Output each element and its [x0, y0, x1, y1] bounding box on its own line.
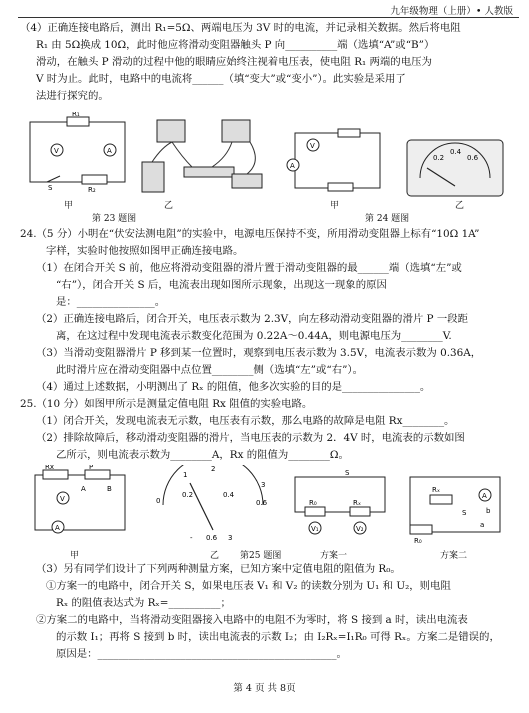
q24-line-8: （3）当滑动变阻器滑片 P 移到某一位置时，观察到电压表示数为 3.5V，电流表示数为 0.36A，	[36, 347, 482, 359]
q24-line-7: 离，在这过程中发现电流表示数变化范围为 0.22A～0.44A，则电源电压为________V.	[56, 330, 452, 342]
fig24-v-label: V	[310, 142, 315, 150]
q25-line-1: 25.（10 分）如图甲所示是测量定值电阻 Rx 阻值的实验电路。	[20, 398, 313, 410]
fig25-circuit-jia	[25, 465, 135, 540]
q25-line-2: （1）闭合开关，发现电流表无示数，电压表有示数，那么电路的故障是电阻 Rx________。	[36, 415, 455, 427]
fig25-scheme-two	[400, 465, 510, 545]
fig25-s1-label: S	[345, 469, 350, 477]
fig23-caption: 第 23 题图	[92, 214, 137, 224]
fig24-tick-1: 0.2	[433, 154, 445, 162]
fig25-terminal-minus: -	[190, 534, 193, 542]
q24-line-1: 24.（5 分）小明在“伏安法测电阻”的实验中，电源电压保持不变，所用滑动变阻器上标有“10Ω 1A”	[20, 228, 480, 240]
q25b-line-2: ①方案一的电路中，闭合开关 S，如果电压表 V₁ 和 V₂ 的读数分别为 U₁ 和 U₂，则电阻	[46, 580, 451, 592]
q24-line-10: （4）通过上述数据，小明测出了 Rₓ 的阻值，他多次实验的目的是_______________。	[36, 381, 431, 393]
fig25-a-meter: A	[55, 524, 60, 532]
fig25-terminal-b: b	[486, 507, 491, 515]
fig25-terminal-a: a	[480, 521, 485, 529]
fig25-rx-label-2: Rₓ	[353, 499, 361, 507]
q23-line-5: 法进行探究的。	[36, 90, 109, 102]
q24-line-9: 此时滑片应在滑动变阻器中点位置________侧（选填“左”或“右”）。	[56, 364, 363, 376]
q25b-line-3: Rₓ 的阻值表达式为 Rₓ=__________；	[56, 597, 231, 609]
fig25-b-terminal: B	[107, 485, 112, 493]
fig25-rx-label-3: Rₓ	[432, 486, 440, 494]
fig25-label-scheme-two: 方案二	[440, 551, 468, 561]
fig25-label-jia: 甲	[70, 551, 80, 561]
fig25-rx-label: Rx	[45, 465, 55, 471]
fig24-ammeter-dial	[405, 138, 505, 200]
q23-line-1: （4）正确连接电路后，测出 R₁=5Ω、两端电压为 3V 时的电流，并记录相关数据。然后将电阻	[20, 22, 461, 34]
q24-line-6: （2）正确连接电路后，闭合开关，电压表示数为 2.3V，向左移动滑动变阻器的滑片 P 一段距	[36, 313, 468, 325]
q25b-line-5: 的示数 I₁；再将 S 接到 b 时，读出电流表的示数 I₂；由 I₂Rₓ=I₁R₀ 可得 Rₓ。方案二是错误的，	[56, 631, 500, 643]
q23-line-3: 滑动，在触头 P 滑动的过程中他的眼睛应始终注视着电压表，使电阻 R₁ 两端的电压为	[36, 56, 432, 68]
fig23-s-label: S	[48, 184, 53, 192]
fig24-tick-2: 0.4	[450, 148, 462, 156]
fig24-circuit-diagram	[283, 125, 393, 200]
fig25-r0-label-2: R₀	[414, 537, 422, 545]
q24-line-3: （1）在闭合开关 S 前，他应将滑动变阻器的滑片置于滑动变阻器的最______端（选填“左”或	[36, 262, 462, 274]
q23-line-2: R₁ 由 5Ω换成 10Ω，此时他应将滑动变阻器触头 P 向__________端（选填“A”或“B”）	[36, 39, 435, 51]
fig25-tick-top-1: 1	[183, 471, 188, 479]
fig25-ammeter-dial	[148, 465, 278, 545]
fig25-terminal-06: 0.6	[206, 534, 218, 542]
fig25-v1-label: V₁	[311, 525, 319, 533]
page-header	[0, 0, 529, 18]
fig25-p-label: P	[89, 465, 94, 471]
q25b-line-1: （3）另有同学们设计了下列两种测量方案，已知方案中定值电阻的阻值为 R₀。	[36, 563, 401, 575]
q25b-line-4: ②方案二的电路中，当将滑动变阻器接入电路中的电阻不为零时，将 S 接到 a 时，读出电流表	[36, 614, 468, 626]
fig25-tick-bottom-1: 0	[156, 497, 161, 505]
q24-line-2: 字样，实验时他按照如图甲正确连接电路。	[46, 245, 244, 257]
page-footer: 第 4 页 共 8页	[233, 683, 296, 694]
fig25-v-meter: V	[60, 495, 65, 503]
fig25-tick-bottom-3: 0.4	[223, 491, 235, 499]
fig23-v-label: V	[54, 147, 59, 155]
fig25-terminal-3: 3	[228, 534, 233, 542]
fig25-tick-bottom-4: 0.6	[256, 499, 268, 507]
fig24-label-jia: 甲	[330, 201, 340, 211]
fig23-label-jia: 甲	[64, 201, 74, 211]
fig25-tick-top-3: 3	[261, 481, 266, 489]
fig24-label-yi: 乙	[455, 201, 465, 211]
fig24-tick-3: 0.6	[467, 154, 479, 162]
header-title: 九年级物理（上册）• 人教版	[390, 6, 513, 17]
fig23-r1-label: R₁	[72, 112, 80, 118]
fig25-label-yi: 乙	[210, 551, 220, 561]
header-rule	[18, 17, 519, 18]
q24-line-5: 是：_______________。	[56, 296, 166, 308]
fig25-tick-bottom-2: 0.2	[182, 491, 194, 499]
fig24-caption: 第 24 题图	[365, 214, 410, 224]
fig25-tick-top-2: 2	[211, 465, 216, 473]
fig25-scheme-one	[285, 465, 395, 545]
fig25-a-terminal: A	[81, 485, 86, 493]
fig25-label-scheme-one: 方案一	[320, 551, 348, 561]
fig23-apparatus-drawing	[132, 112, 272, 204]
fig23-a-label: A	[107, 147, 112, 155]
fig25-r0-label: R₀	[309, 499, 317, 507]
fig23-label-yi: 乙	[164, 201, 174, 211]
fig24-a-label: A	[290, 162, 295, 170]
q25-line-3: （2）排除故障后，移动滑动变阻器的滑片，当电压表的示数为 2．4V 时，电流表的示数如图	[36, 432, 465, 444]
fig25-s2-label: S	[462, 509, 467, 517]
q25b-line-6: 原因是：______________________________________________。	[56, 648, 347, 660]
fig25-caption: 第25 题图	[240, 551, 282, 561]
q25-line-4: 乙所示，则电流表示数为________A，Rx 的阻值为________Ω。	[56, 449, 349, 461]
q23-line-4: V 时为止。此时，电路中的电流将______（填“变大”或“变小”）。此实验是采用了	[36, 73, 406, 85]
fig25-v2-label: V₂	[356, 525, 364, 533]
q24-line-4: “右”），闭合开关 S 后，电流表出现如图所示现象，出现这一现象的原因	[56, 279, 387, 291]
fig25-am-label-2: A	[482, 492, 487, 500]
fig23-r2-label: R₂	[88, 186, 96, 192]
fig23-circuit-diagram	[22, 112, 132, 192]
